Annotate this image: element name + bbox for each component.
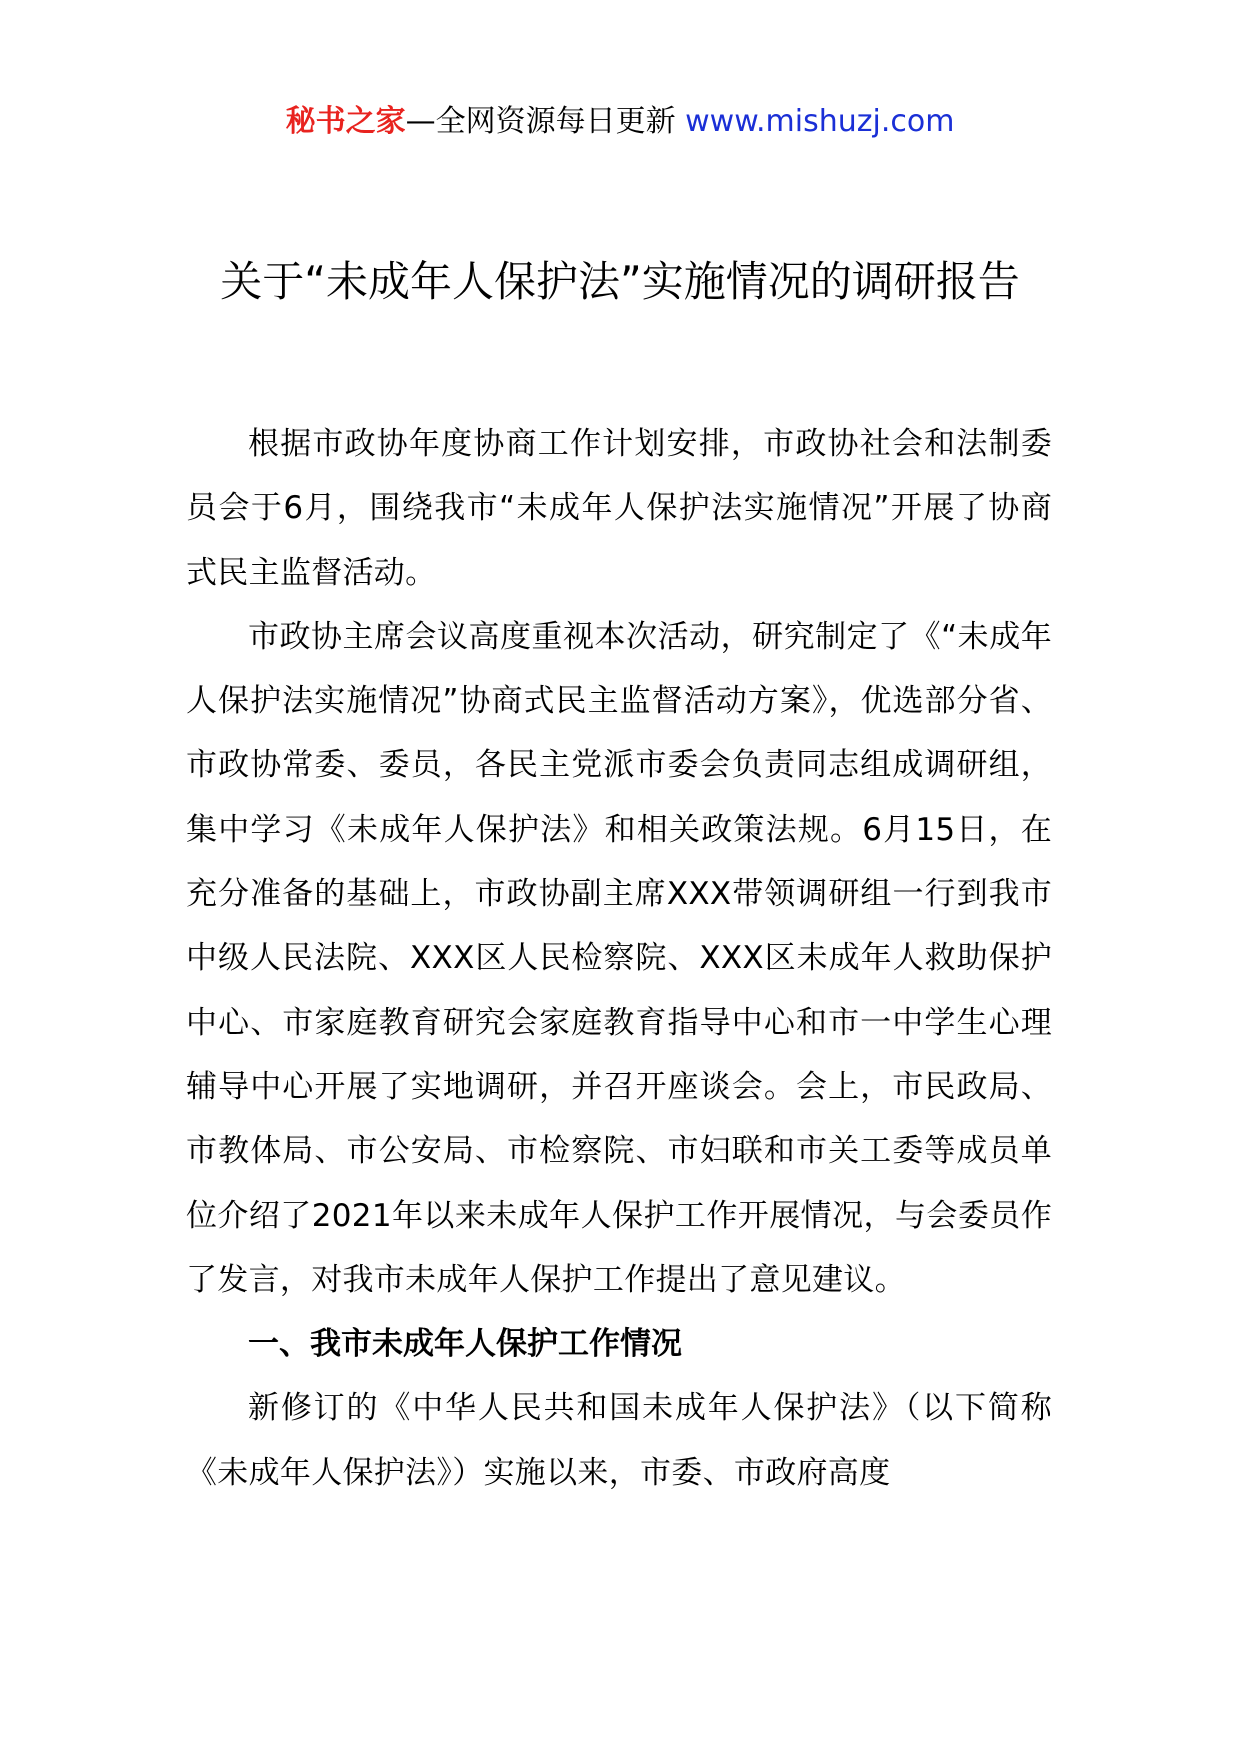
site-tagline: 全网资源每日更新 [435, 104, 676, 139]
site-brand: 秘书之家 [285, 104, 406, 139]
header-dash: — [405, 104, 436, 139]
document-body [186, 412, 1052, 1505]
site-header [0, 100, 1240, 144]
paragraph-intro: 根据市政协年度协商工作计划安排，市政协社会和法制委员会于6月，围绕我市“未成年人保护法实施情况”开展了协商式民主监督活动。 [186, 426, 1052, 591]
paragraph-activity: 市政协主席会议高度重视本次活动，研究制定了《“未成年人保护法实施情况”协商式民主监督活动方案》，优选部分省、市政协常委、委员，各民主党派市委会负责同志组成调研组，集中学习《未成年人保护法》和相关政策法规。6月15日，在充分准备的基础上，市政协副主席XXX带领调研组一行到我市中级人民法院、XXX区人民检察院、XXX区未成年人救助保护中心、市家庭教育研究会家庭教育指导中心和市一中学生心理辅导中心开展了实地调研，并召开座谈会。会上，市民政局、市教体局、市公安局、市检察院、市妇联和市关工委等成员单位介绍了2021年以来未成年人保护工作开展情况，与会委员作了发言，对我市未成年人保护工作提出了意见建议。 [186, 618, 1052, 1298]
section-heading: 一、我市未成年人保护工作情况 [248, 1326, 682, 1363]
document-title: 关于“未成年人保护法”实施情况的调研报告 [220, 257, 1020, 306]
paragraph-section-one: 新修订的《中华人民共和国未成年人保护法》（以下简称《未成年人保护法》）实施以来，市委、市政府高度 [186, 1390, 1052, 1491]
site-url: www.mishuzj.com [685, 104, 955, 139]
